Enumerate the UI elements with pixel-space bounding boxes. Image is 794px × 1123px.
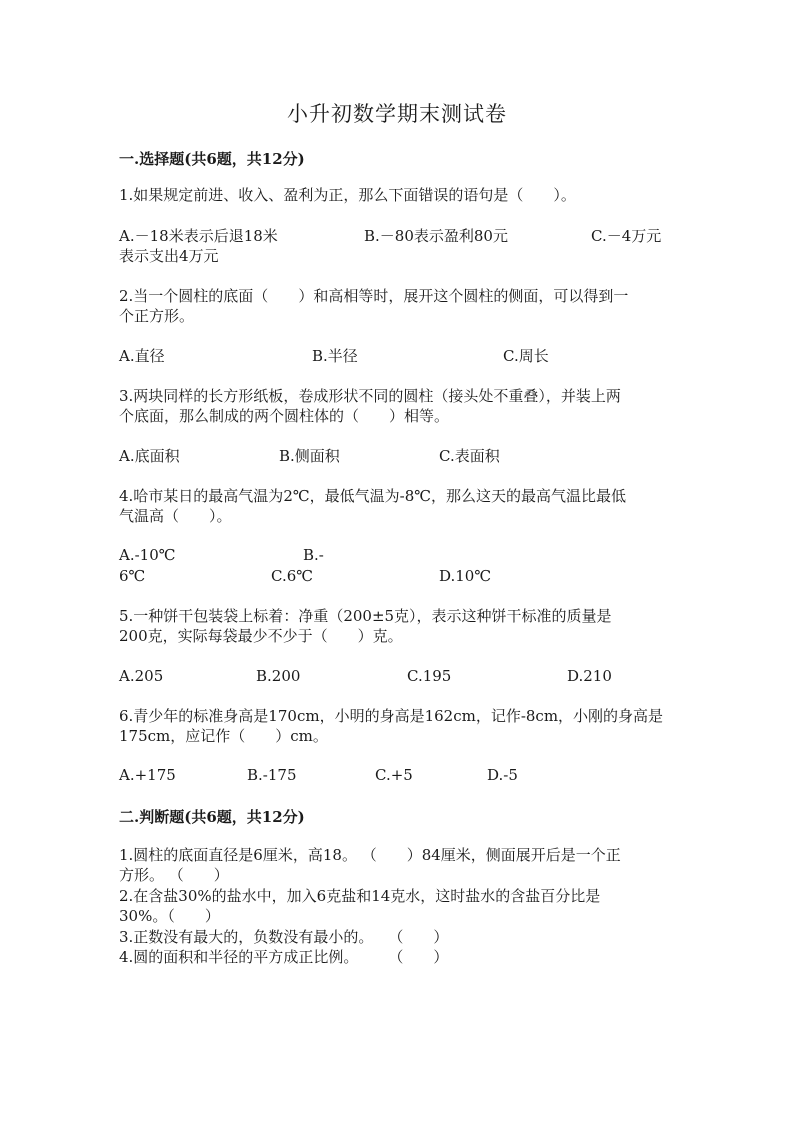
question-3-option-a: A.底面积 [119, 447, 180, 465]
question-6-stem-line-2: 175cm，应记作（ ）cm。 [119, 727, 328, 745]
question-3-stem-line-2: 个底面，那么制成的两个圆柱体的（ ）相等。 [119, 407, 450, 425]
question-4-stem-line-2: 气温高（ ）。 [119, 507, 232, 525]
question-5-option-c: C.195 [407, 667, 452, 685]
question-1-option-c: C.－4万元 [591, 227, 662, 245]
question-4-option-b: B.- [303, 546, 324, 564]
question-2-option-b: B.半径 [312, 347, 358, 365]
question-2-stem-line-1: 2.当一个圆柱的底面（ ）和高相等时，展开这个圆柱的侧面，可以得到一 [119, 287, 629, 305]
judgement-2-line-1: 2.在含盐30%的盐水中，加入6克盐和14克水，这时盐水的含盐百分比是 [119, 887, 601, 905]
judgement-2-line-2: 30%。（ ） [119, 907, 220, 925]
question-5-stem-line-1: 5.一种饼干包装袋上标着：净重（200±5克），表示这种饼干标准的质量是 [119, 607, 612, 625]
question-4-stem-line-1: 4.哈市某日的最高气温为2℃，最低气温为-8℃，那么这天的最高气温比最低 [119, 487, 627, 505]
question-1-option-b: B.－80表示盈利80元 [364, 227, 508, 245]
judgement-4: 4.圆的面积和半径的平方成正比例。 （ ） [119, 948, 449, 966]
question-2-option-a: A.直径 [119, 347, 165, 365]
question-5-stem-line-2: 200克，实际每袋最少不少于（ ）克。 [119, 627, 403, 645]
question-6-stem-line-1: 6.青少年的标准身高是170cm，小明的身高是162cm，记作-8cm，小刚的身高是 [119, 707, 664, 725]
judgement-1-line-2: 方形。 （ ） [119, 866, 229, 884]
question-3-stem-line-1: 3.两块同样的长方形纸板，卷成形状不同的圆柱（接头处不重叠），并装上两 [119, 387, 621, 405]
question-2-option-c: C.周长 [503, 347, 549, 365]
question-1-option-c-continued: 表示支出4万元 [119, 247, 219, 265]
question-5-option-d: D.210 [567, 667, 612, 685]
judgement-3: 3.正数没有最大的，负数没有最小的。 （ ） [119, 928, 449, 946]
question-1-stem-line-1: 1.如果规定前进、收入、盈利为正，那么下面错误的语句是（ ）。 [119, 186, 576, 204]
question-4-option-d: D.10℃ [439, 567, 492, 585]
question-1-option-a: A.－18米表示后退18米 [119, 227, 278, 245]
question-4-option-c: C.6℃ [271, 567, 314, 585]
question-6-option-a: A.+175 [119, 766, 176, 784]
question-5-option-b: B.200 [256, 667, 301, 685]
question-6-option-b: B.-175 [247, 766, 297, 784]
page-title: 小升初数学期末测试卷 [287, 102, 507, 126]
question-3-option-c: C.表面积 [439, 447, 500, 465]
question-2-stem-line-2: 个正方形。 [119, 307, 195, 325]
question-6-option-c: C.+5 [375, 766, 413, 784]
question-4-option-a: A.-10℃ [119, 546, 176, 564]
section-heading-judgement: 二.判断题(共6题，共12分) [119, 808, 305, 826]
question-3-option-b: B.侧面积 [279, 447, 340, 465]
question-4-option-b-continued: 6℃ [119, 567, 146, 585]
judgement-1-line-1: 1.圆柱的底面直径是6厘米，高18。 （ ）84厘米，侧面展开后是一个正 [119, 846, 621, 864]
section-heading-choice: 一.选择题(共6题，共12分) [119, 150, 305, 168]
question-6-option-d: D.-5 [487, 766, 518, 784]
question-5-option-a: A.205 [119, 667, 164, 685]
